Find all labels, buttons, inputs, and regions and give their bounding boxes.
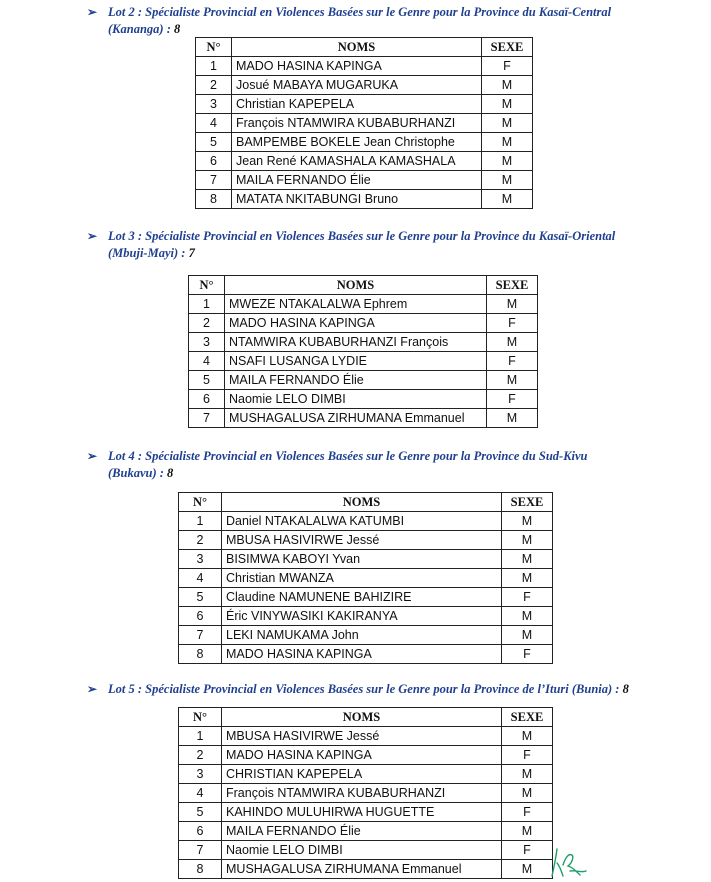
table-row <box>196 114 533 133</box>
row-name: MADO HASINA KAPINGA <box>222 645 502 664</box>
row-name: Éric VINYWASIKI KAKIRANYA <box>222 607 502 626</box>
row-sex: M <box>482 95 533 114</box>
row-sex: M <box>502 550 553 569</box>
table-row <box>179 607 553 626</box>
row-number: 7 <box>179 626 222 645</box>
table-row <box>189 390 538 409</box>
row-sex: F <box>502 803 553 822</box>
row-sex: M <box>487 371 538 390</box>
row-name: Christian KAPEPELA <box>232 95 482 114</box>
row-name: Jean René KAMASHALA KAMASHALA <box>232 152 482 171</box>
table-row <box>179 626 553 645</box>
row-sex: M <box>502 765 553 784</box>
row-number: 4 <box>179 569 222 588</box>
lot-2-heading <box>87 4 708 38</box>
row-sex: M <box>502 569 553 588</box>
arrow-bullet-icon: ➢ <box>87 449 98 463</box>
table-header <box>189 276 538 295</box>
row-sex: M <box>502 512 553 531</box>
table-row <box>189 371 538 390</box>
table-row <box>189 333 538 352</box>
lot-4-title: Lot 4 : Spécialiste Provincial en Violences Basées sur le Genre pour la Province du Sud-Kivu <box>108 449 588 463</box>
column-header-names: NOMS <box>222 708 502 727</box>
column-header-names: NOMS <box>222 493 502 512</box>
lot-4-title-line2: (Bukavu) : <box>108 466 168 480</box>
row-name: Daniel NTAKALALWA KATUMBI <box>222 512 502 531</box>
row-sex: M <box>502 784 553 803</box>
row-number: 4 <box>196 114 232 133</box>
arrow-bullet-icon: ➢ <box>87 5 98 19</box>
row-number: 3 <box>179 550 222 569</box>
row-name: Claudine NAMUNENE BAHIZIRE <box>222 588 502 607</box>
row-number: 6 <box>179 607 222 626</box>
handwritten-initials-signature <box>548 843 588 879</box>
row-name: Christian MWANZA <box>222 569 502 588</box>
lot-4-table <box>178 492 553 664</box>
row-name: Josué MABAYA MUGARUKA <box>232 76 482 95</box>
row-sex: F <box>502 588 553 607</box>
table-row <box>196 133 533 152</box>
lot-5-table <box>178 707 553 879</box>
column-header-sex: SEXE <box>482 38 533 57</box>
column-header-sex: SEXE <box>502 708 553 727</box>
row-name: MBUSA HASIVIRWE Jessé <box>222 531 502 550</box>
row-number: 6 <box>179 822 222 841</box>
table-row <box>196 171 533 190</box>
row-sex: M <box>502 531 553 550</box>
table-row <box>179 588 553 607</box>
row-sex: F <box>487 352 538 371</box>
lot-4-count: 8 <box>167 466 174 480</box>
row-name: MAILA FERNANDO Élie <box>225 371 487 390</box>
row-number: 8 <box>196 190 232 209</box>
lot-2-title-line2: (Kananga) : <box>108 22 174 36</box>
row-number: 4 <box>189 352 225 371</box>
row-number: 7 <box>189 409 225 428</box>
lot-2-count: 8 <box>173 22 181 36</box>
row-number: 5 <box>196 133 232 152</box>
row-sex: M <box>487 409 538 428</box>
table-row <box>179 531 553 550</box>
row-number: 1 <box>189 295 225 314</box>
row-name: NTAMWIRA KUBABURHANZI François <box>225 333 487 352</box>
row-number: 3 <box>196 95 232 114</box>
row-name: CHRISTIAN KAPEPELA <box>222 765 502 784</box>
row-name: KAHINDO MULUHIRWA HUGUETTE <box>222 803 502 822</box>
row-number: 4 <box>179 784 222 803</box>
lot-3-title: Lot 3 : Spécialiste Provincial en Violences Basées sur le Genre pour la Province du Kasaï-Oriental <box>108 229 616 243</box>
table-row <box>179 841 553 860</box>
row-sex: M <box>502 607 553 626</box>
row-number: 6 <box>189 390 225 409</box>
lot-3-table <box>188 275 538 428</box>
table-row <box>179 569 553 588</box>
signature-stroke <box>552 849 586 876</box>
row-name: François NTAMWIRA KUBABURHANZI <box>232 114 482 133</box>
row-sex: M <box>482 190 533 209</box>
lot-3-heading <box>87 228 708 262</box>
lot-5-count: 8 <box>622 682 629 696</box>
row-name: BISIMWA KABOYI Yvan <box>222 550 502 569</box>
row-number: 8 <box>179 860 222 879</box>
row-name: BAMPEMBE BOKELE Jean Christophe <box>232 133 482 152</box>
row-name: Naomie LELO DIMBI <box>222 841 502 860</box>
row-sex: F <box>487 390 538 409</box>
lot-2-title: Lot 2 : Spécialiste Provincial en Violences Basées sur le Genre pour la Province du Kasaï-Central <box>108 5 612 19</box>
column-header-names: NOMS <box>232 38 482 57</box>
row-number: 7 <box>196 171 232 190</box>
row-name: MBUSA HASIVIRWE Jessé <box>222 727 502 746</box>
table-row <box>189 295 538 314</box>
row-name: LEKI NAMUKAMA John <box>222 626 502 645</box>
row-sex: M <box>502 727 553 746</box>
table-row <box>189 314 538 333</box>
table-row <box>179 822 553 841</box>
lot-4-heading <box>87 448 708 482</box>
table-row <box>179 512 553 531</box>
column-header-num: N° <box>179 493 222 512</box>
row-number: 2 <box>196 76 232 95</box>
row-name: MWEZE NTAKALALWA Ephrem <box>225 295 487 314</box>
table-row <box>179 784 553 803</box>
row-number: 5 <box>179 803 222 822</box>
column-header-num: N° <box>179 708 222 727</box>
table-row <box>196 95 533 114</box>
arrow-bullet-icon: ➢ <box>87 682 98 696</box>
row-sex: M <box>482 152 533 171</box>
row-name: MUSHAGALUSA ZIRHUMANA Emmanuel <box>225 409 487 428</box>
row-number: 5 <box>179 588 222 607</box>
row-name: Naomie LELO DIMBI <box>225 390 487 409</box>
table-row <box>196 152 533 171</box>
row-sex: F <box>502 841 553 860</box>
table-row <box>189 352 538 371</box>
row-number: 2 <box>179 531 222 550</box>
table-row <box>179 727 553 746</box>
arrow-bullet-icon: ➢ <box>87 229 98 243</box>
row-sex: M <box>487 295 538 314</box>
lot-3-title-line2: (Mbuji-Mayi) : <box>108 246 189 260</box>
row-name: François NTAMWIRA KUBABURHANZI <box>222 784 502 803</box>
row-number: 8 <box>179 645 222 664</box>
table-row <box>189 409 538 428</box>
table-row <box>196 76 533 95</box>
column-header-sex: SEXE <box>502 493 553 512</box>
row-name: MADO HASINA KAPINGA <box>232 57 482 76</box>
row-number: 5 <box>189 371 225 390</box>
row-name: MAILA FERNANDO Élie <box>222 822 502 841</box>
row-number: 2 <box>189 314 225 333</box>
row-sex: M <box>502 626 553 645</box>
lot-2-table <box>195 37 533 209</box>
column-header-num: N° <box>189 276 225 295</box>
row-name: NSAFI LUSANGA LYDIE <box>225 352 487 371</box>
row-name: MAILA FERNANDO Élie <box>232 171 482 190</box>
row-name: MADO HASINA KAPINGA <box>222 746 502 765</box>
row-name: MADO HASINA KAPINGA <box>225 314 487 333</box>
table-header <box>179 493 553 512</box>
table-row <box>179 860 553 879</box>
table-row <box>179 550 553 569</box>
row-sex: M <box>502 822 553 841</box>
table-header <box>196 38 533 57</box>
table-row <box>179 746 553 765</box>
table-header <box>179 708 553 727</box>
row-number: 6 <box>196 152 232 171</box>
row-name: MATATA NKITABUNGI Bruno <box>232 190 482 209</box>
row-sex: M <box>487 333 538 352</box>
table-row <box>196 57 533 76</box>
table-row <box>179 765 553 784</box>
table-row <box>179 645 553 664</box>
row-sex: M <box>502 860 553 879</box>
row-sex: M <box>482 171 533 190</box>
row-sex: M <box>482 114 533 133</box>
column-header-sex: SEXE <box>487 276 538 295</box>
row-sex: F <box>487 314 538 333</box>
column-header-names: NOMS <box>225 276 487 295</box>
column-header-num: N° <box>196 38 232 57</box>
row-name: MUSHAGALUSA ZIRHUMANA Emmanuel <box>222 860 502 879</box>
lot-5-title: Lot 5 : Spécialiste Provincial en Violences Basées sur le Genre pour la Province de l’Ituri (Bunia) : <box>108 682 623 696</box>
row-number: 3 <box>179 765 222 784</box>
row-number: 3 <box>189 333 225 352</box>
row-sex: M <box>482 133 533 152</box>
row-number: 1 <box>179 727 222 746</box>
lot-5-heading <box>87 681 708 698</box>
row-sex: F <box>502 746 553 765</box>
row-number: 1 <box>179 512 222 531</box>
row-number: 1 <box>196 57 232 76</box>
row-sex: M <box>482 76 533 95</box>
table-row <box>196 190 533 209</box>
row-sex: F <box>482 57 533 76</box>
lot-3-count: 7 <box>188 246 195 260</box>
row-number: 2 <box>179 746 222 765</box>
row-number: 7 <box>179 841 222 860</box>
table-row <box>179 803 553 822</box>
row-sex: F <box>502 645 553 664</box>
